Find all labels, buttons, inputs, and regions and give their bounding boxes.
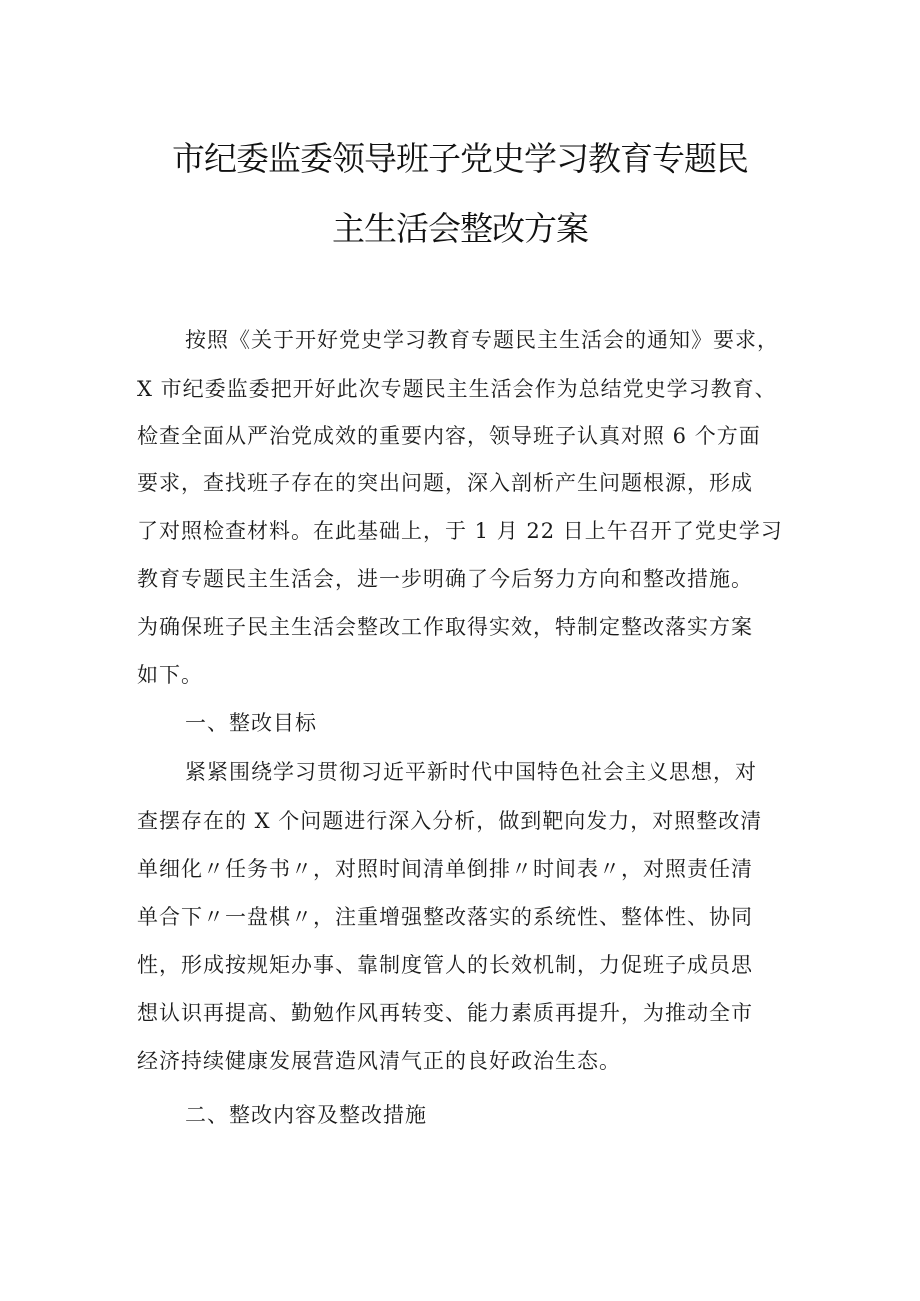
document-title-line-1: 市纪委监委领导班子党史学习教育专题民: [172, 139, 748, 178]
paragraph-1-line: 了对照检查材料。在此基础上，于 1 月 22 日上午召开了党史学习: [137, 519, 783, 543]
paragraph-1-line: 如下。: [137, 663, 203, 687]
paragraph-1-line: 为确保班子民主生活会整改工作取得实效，特制定整改落实方案: [137, 615, 753, 639]
paragraph-1-line: 要求，查找班子存在的突出问题，深入剖析产生问题根源，形成: [137, 471, 753, 495]
paragraph-1-line: X 市纪委监委把开好此次专题民主生活会作为总结党史学习教育、: [137, 377, 777, 401]
paragraph-2-line: 查摆存在的 X 个问题进行深入分析，做到靶向发力，对照整改清: [137, 809, 763, 833]
paragraph-1-line: 教育专题民主生活会，进一步明确了今后努力方向和整改措施。: [137, 567, 753, 591]
paragraph-2-line: 想认识再提高、勤勉作风再转变、能力素质再提升，为推动全市: [137, 1001, 753, 1025]
paragraph-2-line: 紧紧围绕学习贯彻习近平新时代中国特色社会主义思想，对: [185, 760, 757, 784]
paragraph-2-line: 经济持续健康发展营造风清气正的良好政治生态。: [137, 1049, 621, 1073]
section-heading-2: 二、整改内容及整改措施: [185, 1103, 427, 1127]
paragraph-1-line: 检查全面从严治党成效的重要内容，领导班子认真对照 6 个方面: [137, 424, 761, 448]
paragraph-1-line: 按照《关于开好党史学习教育专题民主生活会的通知》要求，: [185, 328, 779, 352]
paragraph-2-line: 性，形成按规矩办事、靠制度管人的长效机制，力促班子成员思: [137, 953, 753, 977]
paragraph-2-line: 单细化〃任务书〃，对照时间清单倒排〃时间表〃，对照责任清: [137, 857, 753, 881]
document-title-line-2: 主生活会整改方案: [332, 209, 588, 248]
section-heading-1: 一、整改目标: [185, 711, 317, 735]
paragraph-2-line: 单合下〃一盘棋〃，注重增强整改落实的系统性、整体性、协同: [137, 905, 753, 929]
